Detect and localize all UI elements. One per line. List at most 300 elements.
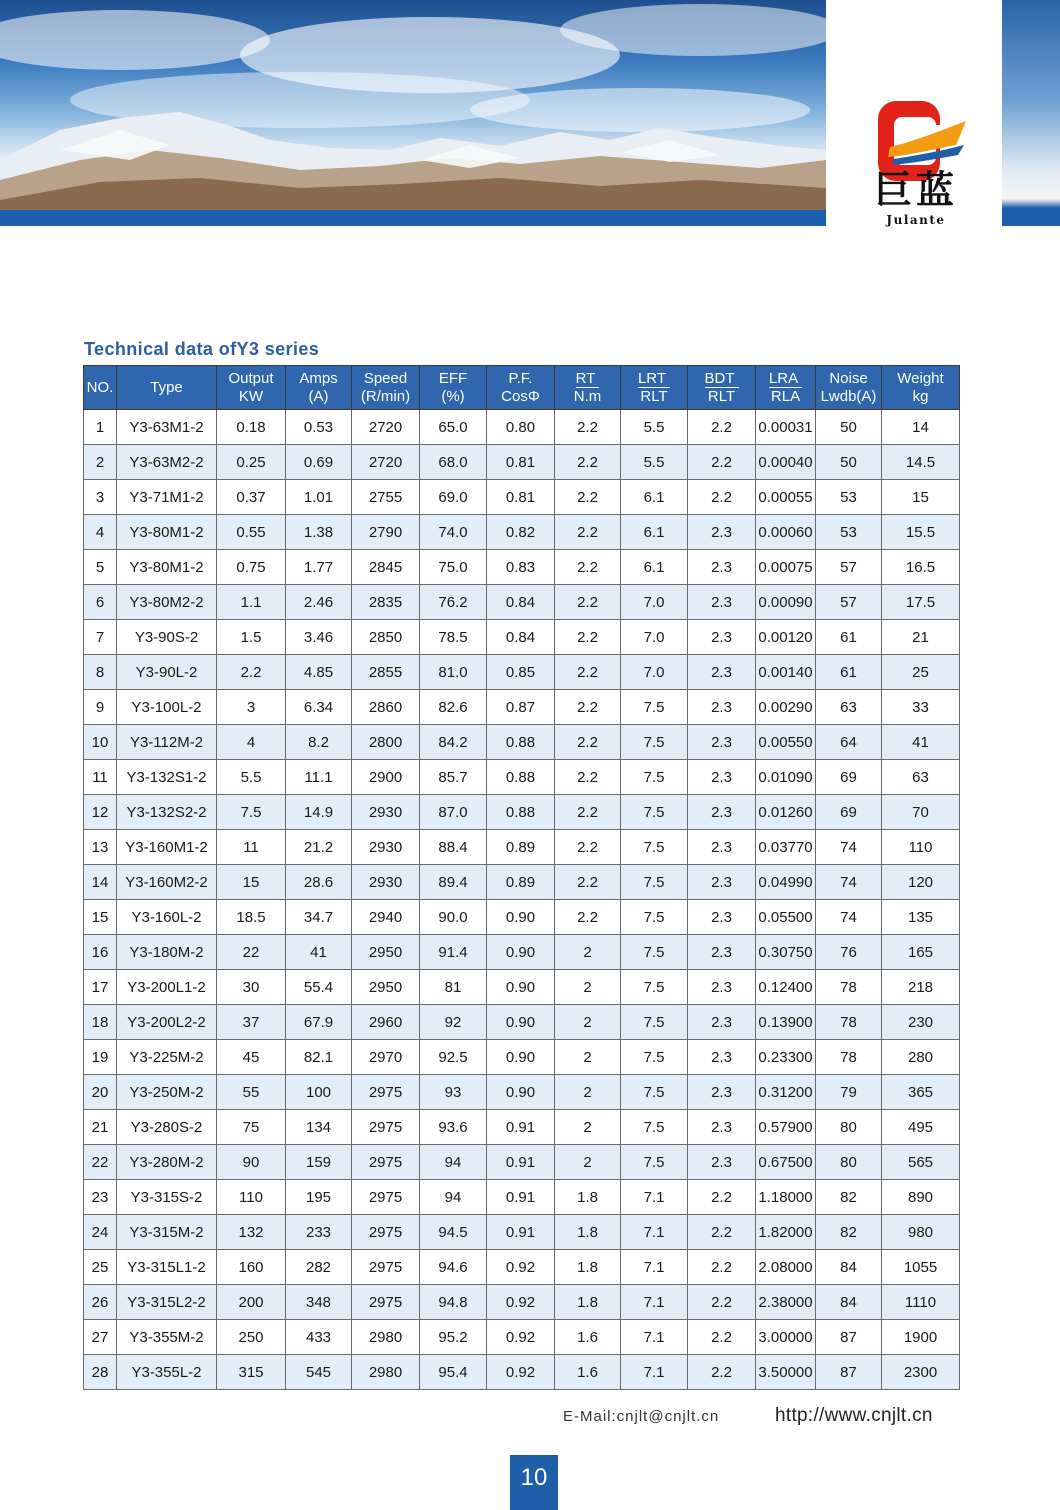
table-cell: 2975 [352,1145,420,1180]
column-header [117,366,217,410]
table-cell: 7.5 [621,725,688,760]
table-cell: 0.91 [487,1145,555,1180]
table-cell: Y3-63M2-2 [117,445,217,480]
table-cell: 90.0 [420,900,487,935]
table-cell: 2.2 [555,760,621,795]
column-header-line1-wrap [621,370,687,388]
table-cell: 1900 [882,1320,960,1355]
table-cell: 160 [217,1250,286,1285]
table-cell: 2.2 [555,795,621,830]
table-cell: 78 [816,970,882,1005]
table-cell: 0.23300 [756,1040,816,1075]
table-cell: 7.5 [621,1040,688,1075]
table-row [84,1215,960,1250]
table-cell: 12 [84,795,117,830]
table-cell: 0.00290 [756,690,816,725]
table-cell: 2.3 [688,725,756,760]
table-cell: 0.90 [487,1005,555,1040]
table-cell: Y3-315L1-2 [117,1250,217,1285]
table-cell: 7.5 [621,1075,688,1110]
column-header-line1-wrap [555,370,620,388]
table-cell: 2975 [352,1285,420,1320]
table-cell: 7.5 [621,970,688,1005]
table-cell: 92 [420,1005,487,1040]
table-cell: Y3-180M-2 [117,935,217,970]
table-cell: 82.1 [286,1040,352,1075]
table-cell: 7 [84,620,117,655]
table-cell: 200 [217,1285,286,1320]
column-header-line1: Type [150,378,183,396]
table-cell: 0.00031 [756,410,816,445]
table-cell: 1.8 [555,1180,621,1215]
table-cell: 2.3 [688,795,756,830]
table-cell: 20 [84,1075,117,1110]
table-cell: 2.3 [688,515,756,550]
table-cell: 2.2 [688,1180,756,1215]
table-cell: 8.2 [286,725,352,760]
table-cell: 0.91 [487,1110,555,1145]
table-cell: 88.4 [420,830,487,865]
table-cell: 37 [217,1005,286,1040]
table-cell: 7.0 [621,585,688,620]
table-cell: 2850 [352,620,420,655]
table-cell: 890 [882,1180,960,1215]
brand-name-english: Julante [886,213,946,227]
table-cell: 1.6 [555,1355,621,1390]
table-cell: Y3-355L-2 [117,1355,217,1390]
table-cell: 2.3 [688,1075,756,1110]
table-cell: 45 [217,1040,286,1075]
table-cell: 7.5 [621,1110,688,1145]
table-cell: Y3-315L2-2 [117,1285,217,1320]
table-cell: 50 [816,445,882,480]
table-cell: 91.4 [420,935,487,970]
table-cell: 7.5 [217,795,286,830]
table-cell: 2.2 [555,480,621,515]
table-cell: 94 [420,1145,487,1180]
column-header-line1-wrap [688,370,755,388]
column-header [84,366,117,410]
table-cell: 0.03770 [756,830,816,865]
table-cell: 0.92 [487,1285,555,1320]
column-header [882,366,960,410]
table-cell: 94.5 [420,1215,487,1250]
table-cell: 0.00060 [756,515,816,550]
table-cell: 50 [816,410,882,445]
table-cell: 7.5 [621,690,688,725]
table-cell: 2800 [352,725,420,760]
table-cell: 3.46 [286,620,352,655]
table-cell: 2 [84,445,117,480]
table-cell: 53 [816,515,882,550]
table-cell: 2.2 [688,445,756,480]
table-cell: 2950 [352,970,420,1005]
column-header-line1: LRT [638,371,670,388]
table-cell: 433 [286,1320,352,1355]
table-cell: 1055 [882,1250,960,1285]
table-cell: 0.91 [487,1215,555,1250]
column-header-line2: (R/min) [360,387,411,405]
table-cell: 2960 [352,1005,420,1040]
table-cell: 1.38 [286,515,352,550]
table-cell: 2975 [352,1215,420,1250]
table-cell: 19 [84,1040,117,1075]
table-cell: 0.83 [487,550,555,585]
table-cell: 2.3 [688,550,756,585]
table-cell: 0.92 [487,1355,555,1390]
table-cell: 0.89 [487,830,555,865]
table-cell: 82.6 [420,690,487,725]
table-cell: 0.90 [487,900,555,935]
table-cell: 2.3 [688,655,756,690]
table-cell: 2720 [352,410,420,445]
table-cell: 93.6 [420,1110,487,1145]
table-cell: Y3-315S-2 [117,1180,217,1215]
table-row [84,830,960,865]
table-cell: 7.1 [621,1355,688,1390]
table-cell: Y3-63M1-2 [117,410,217,445]
table-cell: Y3-280S-2 [117,1110,217,1145]
table-cell: 2.3 [688,760,756,795]
table-cell: 57 [816,585,882,620]
column-header [688,366,756,410]
table-cell: 7.0 [621,620,688,655]
table-cell: 0.12400 [756,970,816,1005]
table-cell: 0.25 [217,445,286,480]
table-cell: 1.8 [555,1215,621,1250]
table-cell: 14.5 [882,445,960,480]
table-cell: 2980 [352,1320,420,1355]
footer-website-link[interactable]: http://www.cnjlt.cn [775,1405,933,1426]
table-cell: 14 [882,410,960,445]
table-cell: 87.0 [420,795,487,830]
table-cell: 0.88 [487,795,555,830]
table-cell: 315 [217,1355,286,1390]
table-cell: 95.4 [420,1355,487,1390]
table-cell: Y3-160M1-2 [117,830,217,865]
table-cell: 2.2 [688,480,756,515]
table-cell: 980 [882,1215,960,1250]
table-cell: 74 [816,830,882,865]
table-cell: 85.7 [420,760,487,795]
table-cell: 2.38000 [756,1285,816,1320]
table-cell: 16 [84,935,117,970]
column-header-line2: RLT [640,387,668,405]
table-cell: 0.81 [487,445,555,480]
table-cell: 0.90 [487,935,555,970]
table-cell: 67.9 [286,1005,352,1040]
table-cell: 7.5 [621,830,688,865]
table-cell: 7.1 [621,1250,688,1285]
table-cell: 26 [84,1285,117,1320]
table-cell: 14.9 [286,795,352,830]
table-cell: 15 [217,865,286,900]
table-cell: 4 [217,725,286,760]
table-cell: 2.2 [688,1215,756,1250]
table-row [84,410,960,445]
table-row [84,445,960,480]
table-cell: 0.80 [487,410,555,445]
table-cell: 2.3 [688,690,756,725]
table-cell: 70 [882,795,960,830]
table-cell: 5.5 [621,410,688,445]
table-cell: 2.3 [688,1145,756,1180]
table-cell: 94.8 [420,1285,487,1320]
table-cell: 6.34 [286,690,352,725]
brand-name-chinese: 巨蓝 [873,167,958,212]
table-cell: 1.01 [286,480,352,515]
table-cell: 25 [882,655,960,690]
table-cell: 2.2 [555,410,621,445]
table-cell: 2.2 [555,900,621,935]
table-row [84,1075,960,1110]
table-cell: 7.5 [621,795,688,830]
column-header-line2: (%) [441,387,465,405]
table-cell: 1.82000 [756,1215,816,1250]
table-cell: 0.00055 [756,480,816,515]
table-cell: 2950 [352,935,420,970]
table-cell: 2900 [352,760,420,795]
table-cell: 0.05500 [756,900,816,935]
table-cell: 2.3 [688,1040,756,1075]
table-row [84,900,960,935]
table-cell: 21 [882,620,960,655]
table-cell: Y3-280M-2 [117,1145,217,1180]
table-cell: 74 [816,900,882,935]
mountain-banner-image [0,0,826,212]
table-cell: 2.2 [555,515,621,550]
column-header [621,366,688,410]
column-header-line1-wrap [756,370,815,388]
table-cell: 2300 [882,1355,960,1390]
table-cell: 0.92 [487,1250,555,1285]
column-header-line2: RLA [770,387,801,405]
table-cell: 2 [555,935,621,970]
table-cell: 80 [816,1110,882,1145]
table-cell: 80 [816,1145,882,1180]
table-cell: 0.00550 [756,725,816,760]
table-cell: 2.2 [555,620,621,655]
table-cell: Y3-225M-2 [117,1040,217,1075]
table-row [84,725,960,760]
table-cell: 23 [84,1180,117,1215]
table-cell: 495 [882,1110,960,1145]
table-cell: 63 [882,760,960,795]
table-cell: 81.0 [420,655,487,690]
table-cell: 82 [816,1180,882,1215]
column-header [286,366,352,410]
table-cell: 78.5 [420,620,487,655]
table-cell: Y3-80M2-2 [117,585,217,620]
table-cell: 7.0 [621,655,688,690]
table-cell: 28.6 [286,865,352,900]
table-cell: 6 [84,585,117,620]
table-cell: 2845 [352,550,420,585]
table-cell: 282 [286,1250,352,1285]
table-cell: 2975 [352,1110,420,1145]
table-cell: Y3-132S1-2 [117,760,217,795]
table-cell: 18.5 [217,900,286,935]
table-cell: 90 [217,1145,286,1180]
table-cell: 2 [555,1005,621,1040]
table-cell: 30 [217,970,286,1005]
table-cell: 2.2 [688,1250,756,1285]
table-cell: 110 [217,1180,286,1215]
table-cell: 22 [217,935,286,970]
table-cell: 0.88 [487,725,555,760]
table-cell: 0.00120 [756,620,816,655]
table-cell: 565 [882,1145,960,1180]
table-cell: 2940 [352,900,420,935]
column-header [352,366,420,410]
column-header-line1: Amps [299,369,338,387]
table-cell: 2.3 [688,620,756,655]
table-cell: 81 [420,970,487,1005]
table-cell: 69 [816,795,882,830]
table-cell: 2.2 [555,725,621,760]
column-header-line1: LRA [769,371,802,388]
table-cell: 0.84 [487,620,555,655]
table-cell: 0.13900 [756,1005,816,1040]
table-row [84,795,960,830]
table-cell: Y3-250M-2 [117,1075,217,1110]
table-cell: 280 [882,1040,960,1075]
table-cell: 34.7 [286,900,352,935]
table-cell: 24 [84,1215,117,1250]
table-cell: 15 [84,900,117,935]
table-cell: 2.2 [688,410,756,445]
table-cell: 2 [555,1075,621,1110]
table-cell: 63 [816,690,882,725]
table-cell: 75.0 [420,550,487,585]
column-header-line1: Noise [829,369,868,387]
footer-email[interactable]: E-Mail:cnjlt@cnjlt.cn [563,1408,720,1425]
table-cell: 7.1 [621,1180,688,1215]
table-cell: 2.2 [555,655,621,690]
table-cell: 7.1 [621,1320,688,1355]
table-cell: 7.5 [621,760,688,795]
table-cell: 0.01090 [756,760,816,795]
table-cell: 0.84 [487,585,555,620]
table-cell: 95.2 [420,1320,487,1355]
table-cell: Y3-160L-2 [117,900,217,935]
table-cell: 132 [217,1215,286,1250]
table-cell: 120 [882,865,960,900]
table-cell: 0.87 [487,690,555,725]
table-cell: 15.5 [882,515,960,550]
table-row [84,515,960,550]
table-cell: 28 [84,1355,117,1390]
table-row [84,1285,960,1320]
table-cell: 64 [816,725,882,760]
table-cell: 74 [816,865,882,900]
table-cell: Y3-80M1-2 [117,550,217,585]
table-cell: 0.18 [217,410,286,445]
page-number: 10 [510,1455,558,1510]
banner-blue-strip [0,210,826,226]
table-cell: 11.1 [286,760,352,795]
table-cell: 110 [882,830,960,865]
table-cell: 2860 [352,690,420,725]
table-cell: 2755 [352,480,420,515]
table-cell: 2.3 [688,865,756,900]
table-cell: 2930 [352,795,420,830]
table-row [84,1320,960,1355]
column-header-line2: KW [238,387,264,405]
column-header-line1: EFF [438,369,468,387]
table-cell: 218 [882,970,960,1005]
column-header-line1: Speed [363,369,408,387]
table-cell: 6.1 [621,480,688,515]
table-cell: 0.53 [286,410,352,445]
table-cell: 7.5 [621,865,688,900]
table-cell: 4 [84,515,117,550]
table-cell: 2855 [352,655,420,690]
table-header-row [84,366,960,410]
table-cell: 2.3 [688,970,756,1005]
table-cell: 3 [84,480,117,515]
table-cell: 2.2 [555,830,621,865]
table-cell: 11 [217,830,286,865]
table-cell: 7.5 [621,1005,688,1040]
column-header [816,366,882,410]
table-cell: 2975 [352,1075,420,1110]
table-cell: 7.5 [621,900,688,935]
table-cell: 2975 [352,1250,420,1285]
table-cell: 2975 [352,1180,420,1215]
table-cell: 76 [816,935,882,970]
table-cell: 2.2 [688,1320,756,1355]
table-cell: Y3-80M1-2 [117,515,217,550]
table-cell: 0.00090 [756,585,816,620]
table-cell: Y3-100L-2 [117,690,217,725]
table-cell: 87 [816,1320,882,1355]
table-cell: 250 [217,1320,286,1355]
table-cell: 3.00000 [756,1320,816,1355]
table-row [84,620,960,655]
table-cell: 2.46 [286,585,352,620]
table-cell: 7.5 [621,1145,688,1180]
table-row [84,760,960,795]
table-row [84,1110,960,1145]
table-cell: 165 [882,935,960,970]
table-cell: Y3-112M-2 [117,725,217,760]
column-header-line1: BDT [705,371,739,388]
table-cell: 2790 [352,515,420,550]
table-cell: 0.30750 [756,935,816,970]
table-cell: 7.5 [621,935,688,970]
table-cell: 100 [286,1075,352,1110]
table-cell: 6.1 [621,515,688,550]
table-cell: 2980 [352,1355,420,1390]
table-cell: 6.1 [621,550,688,585]
table-cell: 69.0 [420,480,487,515]
table-cell: 0.37 [217,480,286,515]
table-row [84,550,960,585]
table-cell: Y3-71M1-2 [117,480,217,515]
table-cell: 0.69 [286,445,352,480]
table-row [84,865,960,900]
table-cell: 2 [555,1040,621,1075]
column-header [487,366,555,410]
table-cell: 1.18000 [756,1180,816,1215]
table-cell: 2.3 [688,585,756,620]
table-cell: 2970 [352,1040,420,1075]
table-cell: 53 [816,480,882,515]
table-cell: 1 [84,410,117,445]
table-row [84,935,960,970]
table-cell: 27 [84,1320,117,1355]
